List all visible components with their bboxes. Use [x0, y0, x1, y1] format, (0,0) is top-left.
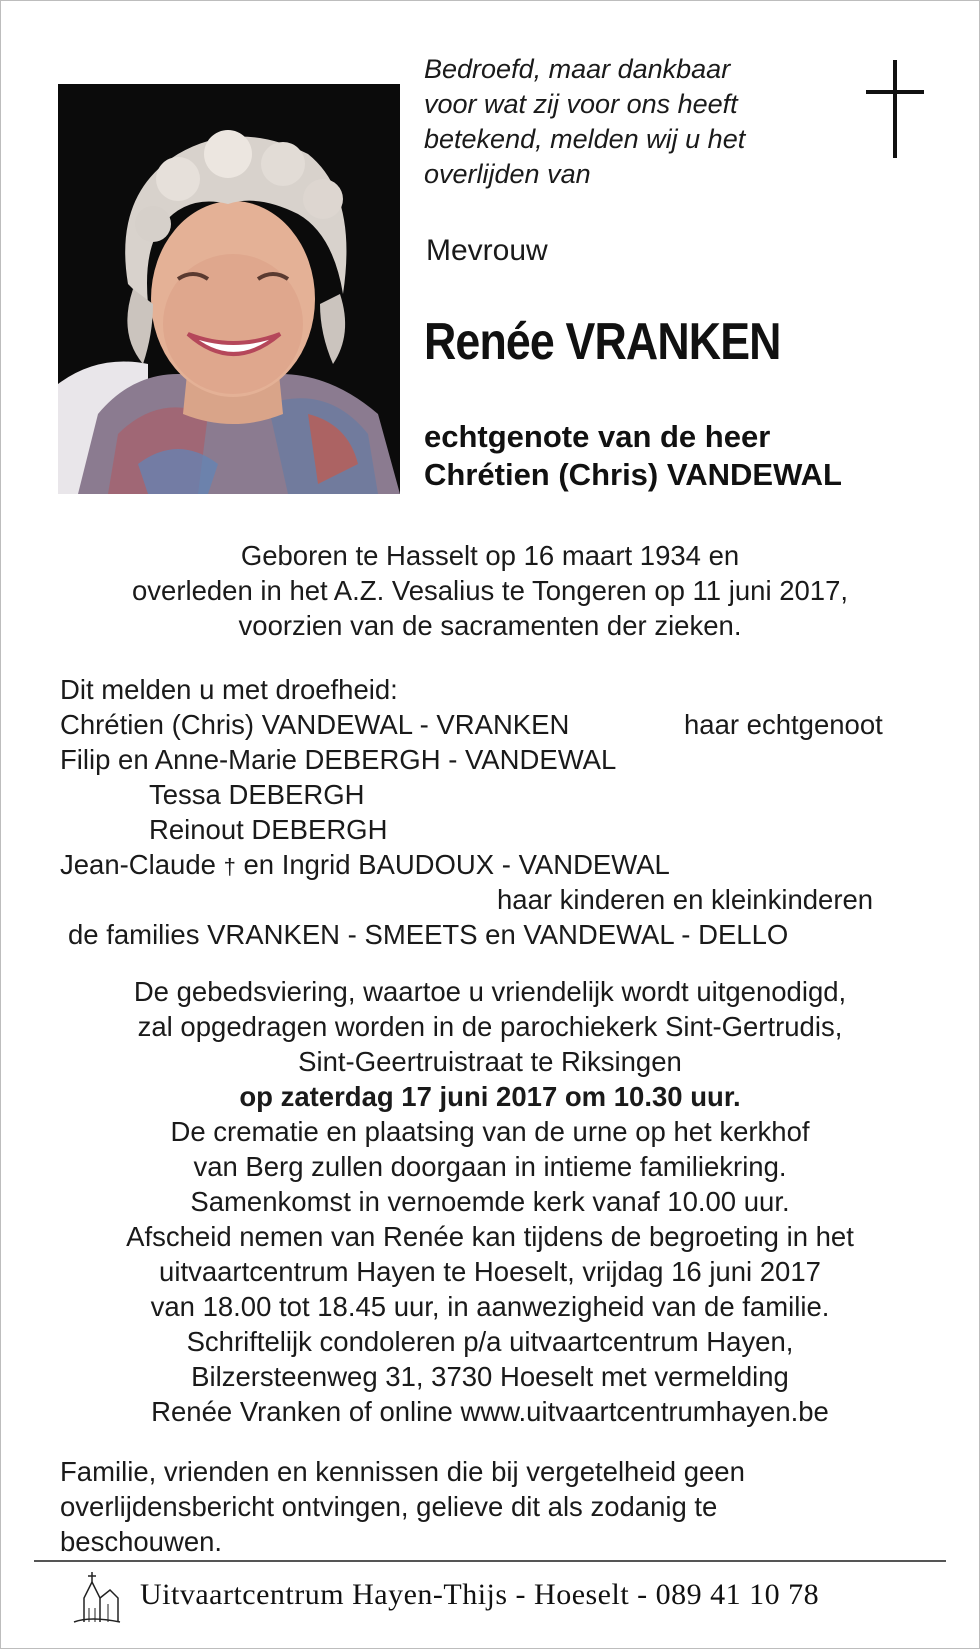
service-info	[20, 974, 960, 1429]
service-line: Renée Vranken of online www.uitvaartcentrumhayen.be	[151, 1396, 829, 1427]
service-line: zal opgedragen worden in de parochiekerk Sint-Gertrudis,	[137, 1011, 843, 1042]
birth-death-line: voorzien van de sacramenten der zieken.	[238, 610, 742, 641]
service-line: van 18.00 tot 18.45 uur, in aanwezigheid van de familie.	[150, 1291, 830, 1322]
mourners-intro: Dit melden u met droefheid:	[60, 674, 398, 705]
mourner-grandchild: Tessa DEBERGH	[149, 779, 365, 810]
closing-line: Familie, vrienden en kennissen die bij vergetelheid geen	[60, 1456, 745, 1487]
intro-line: Bedroefd, maar dankbaar	[424, 54, 731, 84]
closing-line: overlijdensbericht ontvingen, gelieve dit als zodanig te	[60, 1491, 718, 1522]
mourner-family: Filip en Anne-Marie DEBERGH - VANDEWAL	[60, 744, 617, 775]
service-line: Sint-Geertruistraat te Riksingen	[298, 1046, 682, 1077]
service-line: De crematie en plaatsing van de urne op het kerkhof	[170, 1116, 810, 1147]
spouse-line: Chrétien (Chris) VANDEWAL	[424, 457, 842, 492]
closing-line: beschouwen.	[60, 1526, 223, 1557]
footer-divider	[34, 1560, 946, 1562]
intro-line: voor wat zij voor ons heeft	[424, 89, 738, 119]
service-line: van Berg zullen doorgaan in intieme familiekring.	[193, 1151, 787, 1182]
mourner-spouse: Chrétien (Chris) VANDEWAL - VRANKEN	[60, 709, 570, 740]
service-date: op zaterdag 17 juni 2017 om 10.30 uur.	[239, 1081, 741, 1112]
cross-icon	[866, 60, 924, 160]
deceased-mark: †	[223, 854, 236, 879]
mourner-grandchild: Reinout DEBERGH	[149, 814, 388, 845]
service-line: Schriftelijk condoleren p/a uitvaartcentrum Hayen,	[186, 1326, 794, 1357]
birth-death-line: overleden in het A.Z. Vesalius te Tongeren op 11 juni 2017,	[131, 575, 849, 606]
mourner-families: de families VRANKEN - SMEETS en VANDEWAL - DELLO	[68, 919, 789, 950]
honorific: Mevrouw	[426, 234, 548, 267]
mourner-children-relation: haar kinderen en kleinkinderen	[497, 884, 874, 915]
spouse-line: echtgenote van de heer	[424, 419, 771, 454]
mourner-name: en Ingrid BAUDOUX - VANDEWAL	[243, 849, 670, 880]
closing-text	[60, 1454, 880, 1559]
intro-line: betekend, melden wij u het	[424, 124, 746, 154]
service-line: Samenkomst in vernoemde kerk vanaf 10.00 uur.	[190, 1186, 790, 1217]
spouse-info	[424, 418, 842, 494]
deceased-name: Renée VRANKEN	[424, 313, 781, 371]
service-line: Bilzersteenweg 31, 3730 Hoeselt met vermelding	[191, 1361, 789, 1392]
church-logo-icon	[70, 1568, 124, 1626]
service-line: De gebedsviering, waartoe u vriendelijk wordt uitgenodigd,	[133, 976, 847, 1007]
mourner-spouse-relation: haar echtgenoot	[684, 709, 883, 740]
intro-text	[424, 52, 745, 192]
service-line: Afscheid nemen van Renée kan tijdens de begroeting in het	[126, 1221, 854, 1252]
funeral-home-footer: Uitvaartcentrum Hayen-Thijs - Hoeselt - 089 41 10 78	[140, 1578, 820, 1611]
portrait-photo	[58, 84, 400, 494]
mourner-name: Jean-Claude	[60, 849, 216, 880]
mourner-family	[60, 847, 670, 884]
birth-death-info	[20, 538, 960, 643]
service-line: uitvaartcentrum Hayen te Hoeselt, vrijdag 16 juni 2017	[159, 1256, 821, 1287]
intro-line: overlijden van	[424, 159, 591, 189]
birth-death-line: Geboren te Hasselt op 16 maart 1934 en	[240, 540, 740, 571]
portrait-illustration	[58, 84, 400, 494]
